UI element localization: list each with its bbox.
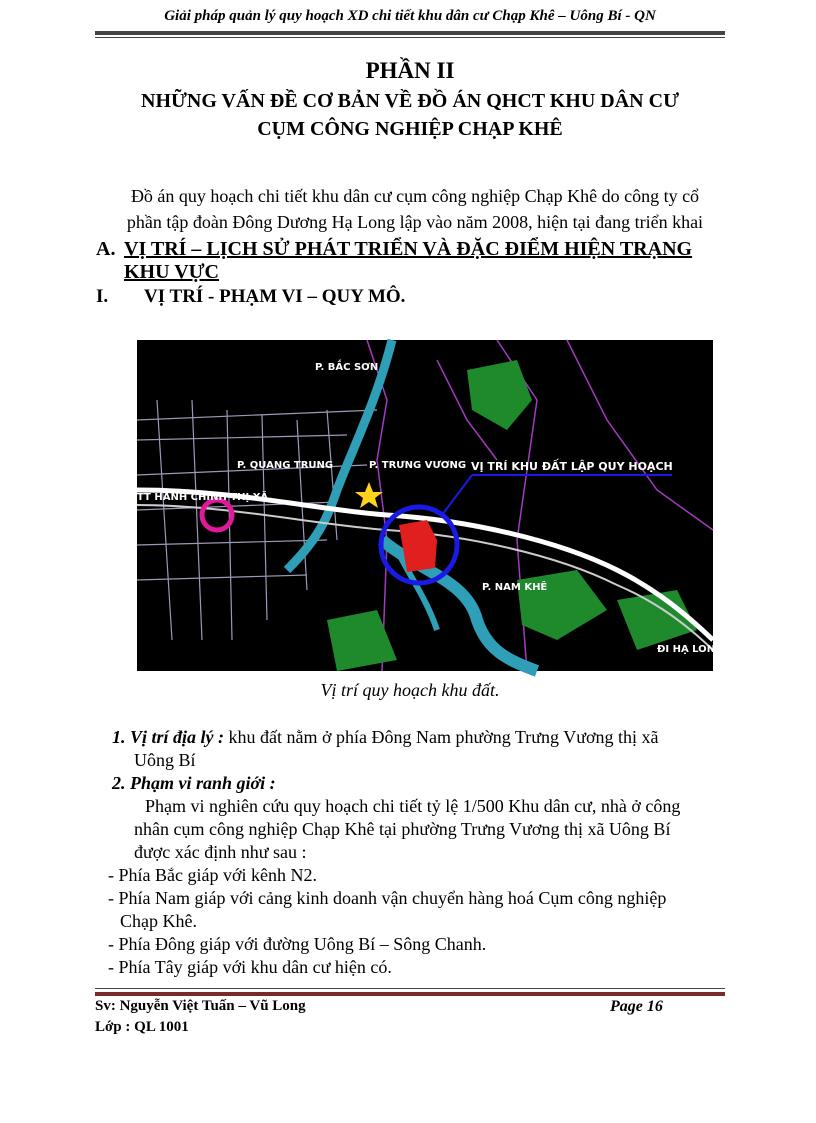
running-header: Giải pháp quản lý quy hoạch XD chi tiết khu dân cư Chạp Khê – Uông Bí - QN [164,8,656,24]
item1-text-line1: khu đất nằm ở phía Đông Nam phường Trưng Vương thị xã [224,727,659,747]
map-label-nam-khe: P. NAM KHÊ [482,582,548,593]
part-title-line2: CỤM CÔNG NGHIỆP CHẠP KHÊ [257,118,563,140]
section-i-number: I. [96,286,109,307]
section-a-title-line2: KHU VỰC [124,261,219,283]
footer-rule-thin [95,988,725,989]
boundary-south-line2: Chạp Khê. [120,911,197,931]
item2-para-line3: được xác định như sau : [134,842,307,862]
footer-rule-thick [95,992,725,996]
item2-label: 2. Phạm vi ranh giới : [112,773,276,793]
section-a-number: A. [96,238,116,260]
map-label-trung-vuong: P. TRƯNG VƯƠNG [369,460,467,471]
header-rule-thin [95,37,725,38]
footer-students: Sv: Nguyễn Việt Tuấn – Vũ Long [95,998,306,1014]
section-i-heading [96,286,406,308]
part-title-line1: NHỮNG VẤN ĐỀ CƠ BẢN VỀ ĐỒ ÁN QHCT KHU DÂN CƯ [141,90,679,112]
part-label: PHẦN II [365,58,455,83]
site-location-map [137,340,724,671]
item1-line1 [112,726,722,749]
item1-label: 1. Vị trí địa lý : [112,727,224,747]
section-a-heading [96,238,736,286]
map-label-ha-long: ĐI HẠ LONG [657,644,724,655]
boundary-south-line1: - Phía Nam giáp với cảng kinh doanh vận chuyển hàng hoá Cụm công nghiệp [108,888,667,908]
footer-page-number: Page 16 [610,998,663,1015]
intro-line2: phần tập đoàn Đông Dương Hạ Long lập vào năm 2008, hiện tại đang triển khai [126,212,704,232]
item1-text-line2: Uông Bí [134,750,196,770]
header-rule-thick [95,31,725,35]
map-label-quang-trung: P. QUANG TRUNG [237,460,334,471]
boundary-west: - Phía Tây giáp với khu dân cư hiện có. [108,957,392,977]
intro-line1: Đồ án quy hoạch chi tiết khu dân cư cụm công nghiệp Chạp Khê do công ty cổ [130,186,700,206]
boundary-north: - Phía Bắc giáp với kênh N2. [108,865,317,885]
section-i-title: VỊ TRÍ - PHẠM VI – QUY MÔ. [144,286,406,307]
map-label-bac-son: P. BẮC SƠN [315,362,379,373]
map-caption: Vị trí quy hoạch khu đất. [320,680,500,700]
footer-class: Lớp : QL 1001 [95,1019,189,1035]
boundary-east: - Phía Đông giáp với đường Uông Bí – Sông Chanh. [108,934,487,954]
item2-para-line1: Phạm vi nghiên cứu quy hoạch chi tiết tỷ lệ 1/500 Khu dân cư, nhà ở công [145,796,681,816]
map-label-tt-thi-xa: TT HÀNH CHÍNH THỊ XÃ [137,492,269,503]
item2-para-line2: nhân cụm công nghiệp Chạp Khê tại phường Trưng Vương thị xã Uông Bí [134,819,671,839]
section-a-title-line1: VỊ TRÍ – LỊCH SỬ PHÁT TRIỂN VÀ ĐẶC ĐIỂM HIỆN TRẠNG [124,238,693,260]
map-label-site: VỊ TRÍ KHU ĐẤT LẬP QUY HOẠCH [471,460,673,473]
